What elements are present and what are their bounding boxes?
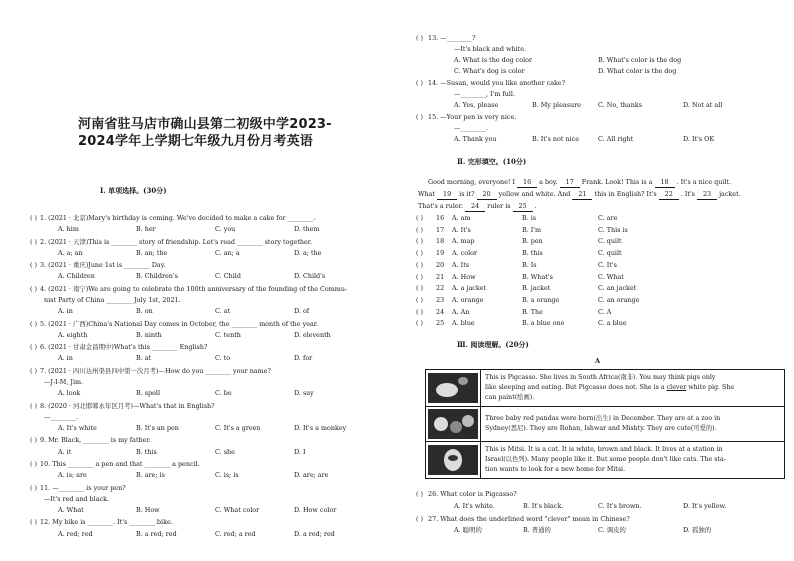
option-c: C. an jacket (598, 284, 637, 293)
option-c: C. tenth (215, 330, 241, 339)
underlined-word-clever: clever (666, 384, 687, 391)
option-d: D. a red; red (294, 529, 335, 538)
cat-photo (426, 442, 481, 479)
option-b: B. at (136, 354, 152, 363)
option-a: A. An (452, 307, 470, 316)
question-stem: 12. My bike is ________. It's ________ bike. (40, 518, 173, 527)
option-d: D. 孤独的 (683, 526, 712, 534)
option-d: D. It's a monkey (294, 424, 347, 432)
option-a: A. blue (452, 319, 475, 328)
option-b: B. 普通的 (523, 526, 551, 534)
option-c: C. It's (598, 260, 617, 269)
answer-paren: ( ) (30, 319, 38, 328)
answer-paren: ( ) (30, 237, 38, 246)
answer-paren: ( ) (416, 237, 424, 246)
passage-row-mitsi (426, 442, 785, 479)
cloze-number: 19 (436, 249, 445, 258)
option-b: B. this (136, 447, 157, 456)
option-c: C. What color (215, 506, 260, 514)
option-c: C. A (598, 307, 612, 316)
answer-paren: ( ) (416, 284, 424, 293)
answer-paren: ( ) (416, 113, 424, 121)
section-heading-single-choice: Ⅰ. 单项选择。(30分) (100, 186, 167, 195)
question-stem: 2. (2021 · 天津)This is ________ story of friendship. Let's read ________ story together. (40, 237, 313, 246)
blank-16: 16 (517, 178, 537, 188)
option-a: A. Children (58, 272, 95, 281)
option-b: B. What's (522, 272, 553, 281)
option-a: A. am (452, 214, 471, 222)
blank-17: 17 (560, 178, 580, 188)
option-a: A. it (58, 447, 72, 456)
answer-paren: ( ) (30, 343, 38, 352)
option-b: B. her (136, 225, 156, 234)
question-continuation: —________. (44, 412, 78, 421)
option-a: A. 聪明的 (454, 526, 482, 534)
option-c: C. 调皮的 (598, 526, 626, 534)
question-continuation: —________. (454, 124, 488, 132)
blank-19: 19 (437, 190, 457, 200)
answer-paren: ( ) (416, 307, 424, 316)
question-stem: 8. (2020 · 河北邯郸永年区月考)—What's that in English? (40, 401, 215, 410)
red-pandas-photo (426, 407, 481, 442)
option-d: D. them (294, 225, 320, 234)
reading-passage-table (425, 369, 785, 479)
option-c: C. What (598, 272, 624, 281)
option-c: C. a blue (598, 319, 627, 328)
question-continuation: —It's black and white. (454, 45, 527, 53)
option-a: A. is; are (58, 471, 87, 480)
answer-paren: ( ) (416, 490, 424, 498)
question-stem: 13. —________? (428, 34, 476, 42)
answer-paren: ( ) (416, 214, 424, 222)
question-continuation: nist Party of China ________ July 1st, 2021. (44, 296, 181, 304)
option-a: A. him (58, 225, 79, 234)
option-b: B. is (522, 214, 537, 222)
cloze-number: 17 (436, 225, 445, 234)
option-d: D. eleventh (294, 330, 331, 339)
answer-paren: ( ) (30, 366, 38, 375)
option-a: A. look (58, 389, 81, 398)
option-b: B. The (522, 307, 543, 316)
option-d: D. How color (294, 506, 337, 514)
exam-title-line1: 河南省驻马店市确山县第二初级中学2023- (78, 117, 332, 132)
question-stem: 27. What does the underlined word "clever" mean in Chinese? (428, 514, 630, 523)
blank-22: 22 (659, 190, 679, 200)
answer-paren: ( ) (416, 79, 424, 87)
option-c: C. red; a red (215, 529, 256, 538)
section-heading-cloze: Ⅱ. 完形填空。(10分) (457, 157, 527, 166)
option-c: C. are (598, 214, 618, 222)
option-d: D. It's yellow. (683, 501, 727, 510)
option-a: A. Thank you (454, 135, 497, 143)
option-b: B. spell (136, 389, 160, 398)
answer-paren: ( ) (30, 261, 38, 270)
question-stem: 7. (2021 · 四川达州渠县四中第一次月考)—How do you ________ your name? (40, 366, 271, 375)
option-c: C. she (215, 447, 235, 456)
option-a: A. Its (452, 260, 470, 269)
blank-24: 24 (465, 202, 485, 212)
option-a: A. What (58, 506, 84, 514)
option-a: A. map (452, 237, 475, 246)
option-c: C. No, thanks (598, 101, 642, 109)
option-d: D. It's OK (683, 135, 715, 143)
cloze-number: 16 (436, 214, 445, 222)
blank-20: 20 (477, 190, 497, 200)
option-a: A. a jacket (452, 284, 487, 293)
option-c: C. It's a green (215, 424, 261, 432)
option-b: B. What's color is the dog (598, 56, 682, 64)
answer-paren: ( ) (30, 460, 38, 468)
pig-painting-photo (426, 370, 481, 407)
option-b: B. an; the (136, 248, 168, 257)
option-b: B. are; is (136, 471, 165, 480)
question-stem: 1. (2021 · 北京)Mary's birthday is coming. We've decided to make a cake for ________. (40, 214, 316, 222)
question-stem: 4. (2021 · 南宁)We are going to celebrate the 100th anniversary of the founding of the Commu- (40, 284, 348, 293)
answer-paren: ( ) (30, 214, 38, 222)
option-c: C. is; is (215, 471, 239, 480)
question-continuation: —J-I-M, Jim. (44, 378, 84, 386)
question-stem: 3. (2021 · 重庆)June 1st is ________ Day. (40, 261, 166, 270)
option-d: D. I (294, 447, 306, 456)
cloze-number: 21 (436, 272, 445, 281)
option-b: B. How (136, 506, 160, 514)
cloze-number: 23 (436, 295, 445, 304)
option-d: D. Not at all (683, 101, 723, 109)
answer-paren: ( ) (416, 34, 424, 42)
blank-18: 18 (655, 178, 675, 188)
question-stem: 6. (2021 · 甘肃金昌期中)What's this ________ English? (40, 343, 208, 352)
cloze-passage-line-3: That's a ruler. 24 ruler is 25 . (418, 202, 537, 210)
cloze-number: 18 (436, 237, 445, 246)
option-b: B. this (522, 249, 543, 258)
answer-paren: ( ) (416, 272, 424, 281)
option-c: C. you (215, 225, 236, 234)
option-b: B. It's not nice (532, 135, 580, 143)
option-a: A. eighth (58, 330, 88, 339)
option-b: B. a blue one (522, 319, 565, 328)
option-a: A. How (452, 272, 476, 281)
question-stem: 5. (2021 · 广西)China's National Day comes in October, the ________ month of the year. (40, 319, 319, 328)
cloze-number: 22 (436, 284, 445, 293)
option-b: B. It's an pen (136, 424, 179, 432)
cloze-number: 25 (436, 319, 445, 328)
option-b: B. Is (522, 260, 537, 269)
passage-text-pigcasso: This is Pigcasso. She lives in South Africa(南非). You may think pigs only like sleeping and eating. But Pigcasso does not. She is a clever white pig. She can paint(绘画). (481, 370, 785, 407)
option-d: D. of (294, 307, 310, 316)
option-b: B. on (136, 307, 153, 316)
option-c: C. quilt (598, 237, 622, 246)
passage-row-red-pandas (426, 407, 785, 442)
option-b: B. It's black. (523, 501, 564, 510)
option-d: D. are; are (294, 471, 329, 480)
option-c: C. This is (598, 225, 628, 234)
blank-23: 23 (697, 190, 717, 200)
option-b: B. pen (522, 237, 543, 246)
cloze-passage-line-2: What 19 is it? 20 yellow and white. And 21 this in English? It's 22 . It's 23 jacket. (418, 190, 741, 198)
answer-paren: ( ) (416, 319, 424, 328)
answer-paren: ( ) (416, 225, 424, 234)
answer-paren: ( ) (30, 483, 38, 492)
option-c: C. to (215, 354, 231, 363)
blank-25: 25 (513, 202, 533, 212)
answer-paren: ( ) (416, 295, 424, 304)
option-c: C. an orange (598, 295, 640, 304)
passage-row-pigcasso (426, 370, 785, 407)
option-d: D. a; the (294, 248, 322, 257)
exam-title-line2: 2024学年上学期七年级九月份月考英语 (78, 134, 313, 149)
option-a: A. in (58, 307, 73, 316)
option-a: A. red; red (58, 529, 93, 538)
cloze-number: 20 (436, 260, 445, 269)
option-a: A. a; an (58, 248, 83, 257)
option-c: C. It's brown. (598, 501, 642, 510)
question-continuation: —It's red and black. (44, 494, 109, 503)
blank-21: 21 (572, 190, 592, 200)
option-a: A. in (58, 354, 73, 363)
option-b: B. ninth (136, 330, 162, 339)
question-stem: 26. What color is Pigcasso? (428, 490, 517, 498)
cloze-passage-line-1: Good morning, everyone! I 16 a boy. 17 Frank. Look! This is a 18 . It's a nice quilt. (428, 178, 732, 186)
option-a: A. color (452, 249, 478, 258)
option-c: C. quilt (598, 249, 622, 258)
answer-paren: ( ) (416, 260, 424, 269)
answer-paren: ( ) (416, 249, 424, 258)
question-stem: 14. —Susan, would you like another cake? (428, 79, 566, 87)
answer-paren: ( ) (416, 514, 424, 523)
passage-label: A (595, 357, 601, 365)
option-c: C. an; a (215, 248, 240, 257)
question-stem: 11. —________ is your pen? (40, 483, 126, 492)
option-a: A. orange (452, 295, 484, 304)
option-a: A. It's white. (454, 501, 495, 510)
option-a: A. Yes, please (454, 101, 499, 109)
option-d: D. say (294, 389, 314, 398)
answer-paren: ( ) (30, 401, 38, 410)
option-c: C. All right (598, 135, 634, 143)
passage-text-mitsi: This is Mitsi. It is a cat. It is white, brown and black. It lives at a station in Israel(以色列). Many people like it. But some people don't like cats. The sta- tion wants to look for a new home for Mitsi. (481, 442, 785, 479)
answer-paren: ( ) (30, 284, 38, 293)
question-continuation: —________, I'm full. (454, 90, 515, 98)
option-b: B. a orange (522, 295, 560, 304)
option-d: D. What color is the dog (598, 67, 677, 75)
option-b: B. a red; red (136, 529, 177, 538)
option-c: C. be (215, 389, 232, 398)
passage-text-red-pandas: Three baby red pandas were born(出生) in December. They are at a zoo in Sydney(悉尼). They are Rohan, Ishwar and Mishty. They are cute(可爱的). (481, 407, 785, 442)
option-b: B. My pleasure (532, 101, 581, 109)
option-a: A. It's (452, 225, 471, 234)
answer-paren: ( ) (30, 518, 38, 527)
option-a: A. It's white (58, 424, 97, 432)
option-a: A. What is the dog color (454, 56, 533, 64)
section-heading-reading: Ⅲ. 阅读理解。(20分) (457, 340, 529, 349)
option-b: B. Children's (136, 272, 178, 281)
question-stem: 9. Mr. Black, ________ is my father. (40, 436, 151, 445)
question-stem: 10. This ________ a pen and that ________ a pencil. (40, 460, 200, 468)
option-c: C. at (215, 307, 231, 316)
option-c: C. Child (215, 272, 241, 281)
cloze-number: 24 (436, 307, 445, 316)
option-c: C. What's dog is color (454, 67, 525, 75)
option-d: D. for (294, 354, 313, 363)
option-b: B. jacket (522, 284, 551, 293)
option-d: D. Child's (294, 272, 326, 281)
option-b: B. I'm (522, 225, 542, 234)
answer-paren: ( ) (30, 436, 38, 445)
question-stem: 15. —Your pen is very nice. (428, 113, 517, 121)
